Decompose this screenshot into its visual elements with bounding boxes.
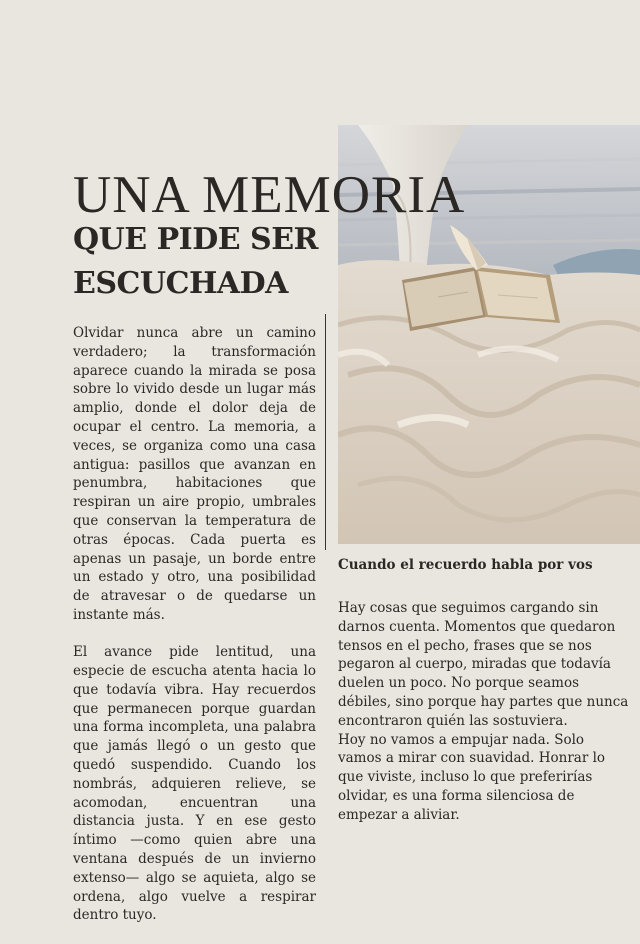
photo-caption: Cuando el recuerdo habla por vos	[338, 557, 593, 573]
title-line1: UNA MEMORIA	[73, 166, 466, 224]
left-paragraph-1: Olvidar nunca abre un camino verdadero; la transformación aparece cuando la mirada se posa sobre lo vivido desde un lugar más amplio, donde el dolor deja de ocupar el centro. La memoria, a veces, se organiza como una casa antigua: pasillos que avanzan en penumbra, habitaciones que respiran un aire propio, umbrales que conservan la temperatura de otras épocas. Cada puerta es apenas un pasaje, un borde entre un estado y otro, una posibilidad de atravesar o de quedarse un instante más.	[73, 325, 316, 623]
left-paragraph-2: El avance pide lentitud, una especie de escucha atenta hacia lo que todavía vibra. Hay recuerdos que permanecen porque guardan una forma incompleta, una palabra que jamás llegó o un gesto que quedó suspendido. Cuando los nombrás, adquieren relieve, se acomodan, encuentran una distancia justa. Y en ese gesto íntimo —como quien abre una ventana después de un invierno extenso— algo se aquieta, algo se ordena, algo vuelve a respirar dentro tuyo.	[73, 644, 316, 924]
left-column	[73, 324, 316, 944]
right-paragraph-2: Hoy no vamos a empujar nada. Solo vamos a mirar con suavidad. Honrar lo que viviste, incluso lo que preferirías olvidar, es una forma silenciosa de empezar a aliviar.	[338, 731, 606, 823]
right-paragraph-1: Hay cosas que seguimos cargando sin darnos cuenta. Momentos que quedaron tensos en el pecho, frases que se nos pegaron al cuerpo, miradas que todavía duelen un poco. No porque seamos débiles, sino porque hay partes que nunca encontraron quién las sostuviera.	[338, 600, 629, 729]
right-column	[338, 599, 630, 825]
column-divider	[325, 314, 326, 550]
title-line2: QUE PIDE SER ESCUCHADA	[73, 222, 318, 301]
